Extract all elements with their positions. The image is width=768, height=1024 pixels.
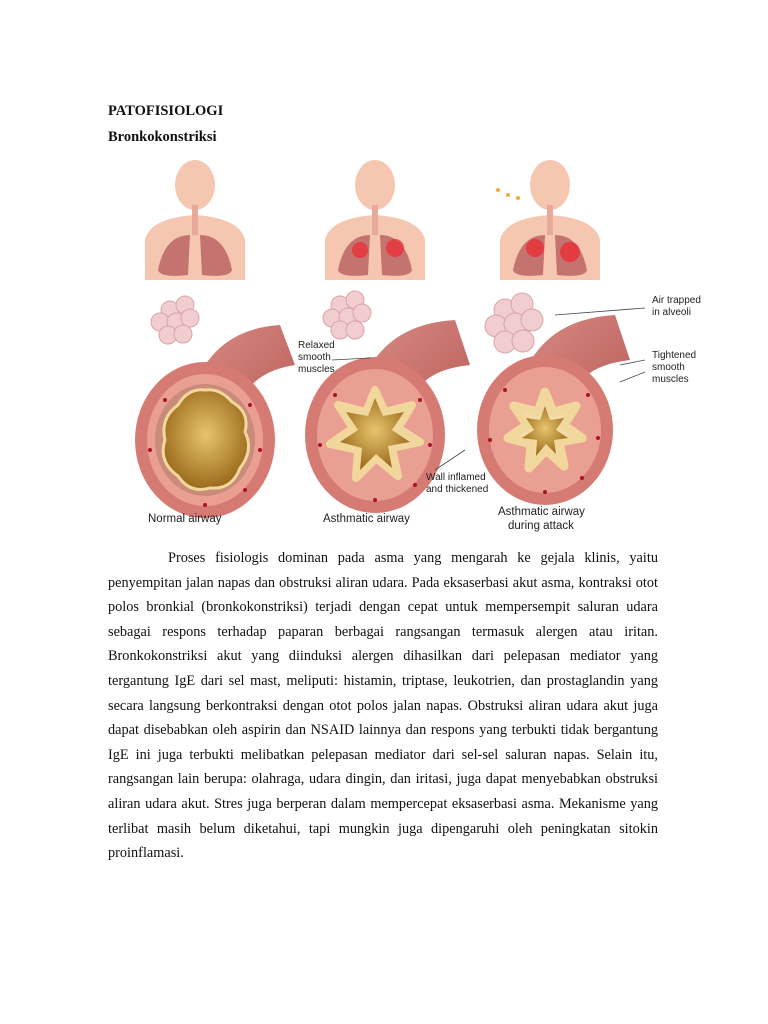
caption-normal-airway: Normal airway <box>148 513 222 525</box>
label-relaxed-smooth-muscles: Relaxed smooth muscles <box>298 340 335 375</box>
label-wall-inflamed: Wall inflamed and thickened <box>426 472 489 495</box>
airway-attack <box>477 293 630 505</box>
airway-illustration <box>120 150 720 540</box>
torso-normal <box>145 160 245 280</box>
section-heading: PATOFISIOLOGI <box>108 103 224 119</box>
label-air-trapped: Air trapped in alveoli <box>652 295 701 318</box>
torso-attack <box>496 160 600 280</box>
caption-attack-airway: Asthmatic airway during attack <box>498 506 585 532</box>
airway-normal <box>135 296 295 518</box>
caption-asthmatic-airway: Asthmatic airway <box>323 513 410 525</box>
body-paragraph: Proses fisiologis dominan pada asma yang mengarah ke gejala klinis, yaitu penyempitan jalan napas dan obstruksi aliran udara. Pada eksaserbasi akut asma, kontraksi otot polos bronkial (bronkokonstriksi) terjadi dengan cepat untuk mempersempit saluran udara sebagai respons terhadap paparan berbagai rangsangan termasuk alergen atau iritan. Bronkokonstriksi akut yang diinduksi alergen dihasilkan dari pelepasan mediator yang tergantung IgE dari sel mast, meliputi: histamin, triptase, leukotrien, dan prostaglandin yang secara langsung berkontraksi dengan otot polos jalan napas. Obstruksi aliran udara akut juga dapat disebabkan oleh aspirin dan NSAID lainnya dan respons yang terbukti tidak bergantung IgE ini juga terbukti melibatkan pelepasan mediator dari sel-sel saluran napas. Selain itu, rangsangan lain berupa: olahraga, udara dingin, dan iritasi, juga dapat menyebabkan obstruksi aliran udara akut. Stres juga berperan dalam mempercepat eksaserbasi asma. Mekanisme yang terlibat masih belum diketahui, tapi mungkin juga dipengaruhi oleh peningkatan sitokin proinflamasi. <box>108 550 658 862</box>
section-subheading: Bronkokonstriksi <box>108 129 217 145</box>
label-tightened-smooth-muscles: Tightened smooth muscles <box>652 350 697 385</box>
torso-asthmatic <box>325 160 425 280</box>
